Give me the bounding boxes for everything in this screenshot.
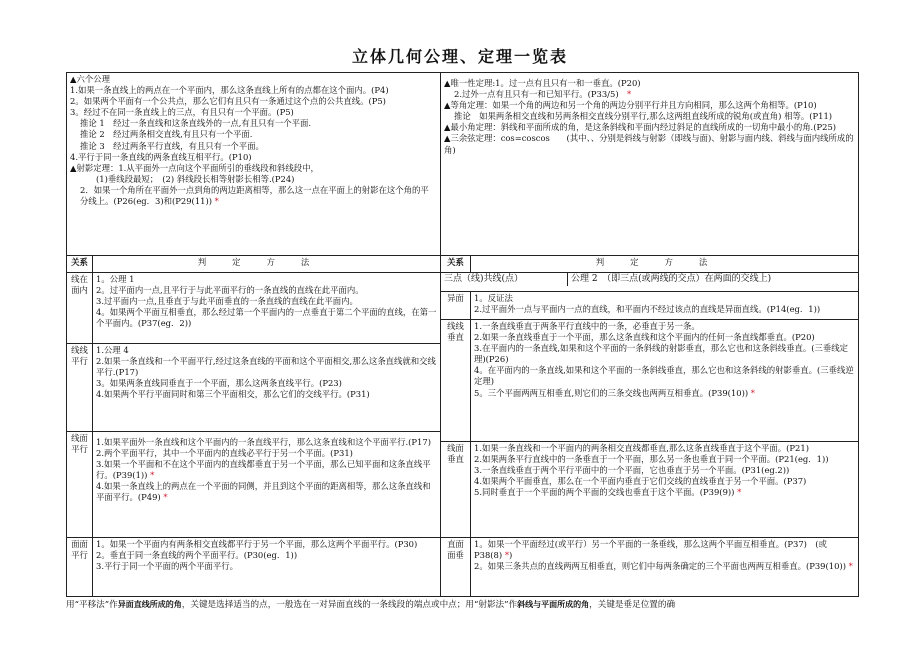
line-in-plane-2: 2。过平面内一点,且平行于与此平面平行的一条直线的直线在此平面内。 [96,285,364,296]
star-mark: * [504,550,510,561]
plane-parallel-1: 1。如果一个平面内有两条相交直线都平行于另一个平面，那么这两个平面平行。(P30) [96,539,418,549]
line-in-plane-3: 3.过平面内一点,且垂直于与此平面垂直的一条直线的直线在此平面内。 [96,296,358,307]
axiom-4: 4.平行于同一条直线的两条直线互相平行。(P10) [70,151,252,162]
axiom-2: 2。如果两个平面有一个公共点，那么它们有且只有一条通过这个点的公共直线。(P5) [70,96,386,107]
line-plane-perp-3: 3.一条直线垂直于两个平行平面中的一个平面，它也垂直于另一个平面。(P31(eg.2)) [474,465,790,476]
line-perp-1: 1.一条直线垂直于两条平行直线中的一条，必垂直于另一条。 [474,321,700,331]
axiom-3: 3。经过不在同一条直线上的三点，有且只有一个平面。(P5) [70,107,294,118]
footer-part-1: 用“平移法”作 [66,600,118,610]
line-parallel-3: 3。如果两条直线同垂直于一个平面，那么这两条直线平行。(P23) [96,378,342,389]
star-mark: * [848,561,853,572]
rel-label-line-in-plane: 线在面内 [67,273,93,344]
corollary-2: 推论 2 经过两条相交直线,有且只有一个平面. [80,129,253,140]
three-cosine-theorem: ▲三余弦定理：cos=coscos (其中、、分别是斜线与射影（即线与面)、射影与面内线、斜线与面内线所成的角) [444,133,854,155]
plane-perp-cell [471,538,859,597]
equal-angle-theorem: ▲等角定理：如果一个角的两边和另一个角的两边分别平行并且方向相同，那么这两个角相等。(P10) [444,100,817,111]
rel-label-line-plane-parallel: 线面平行 [67,432,93,538]
line-plane-parallel-4: 4.如果一条直线上的两点在一个平面的同侧，并且到这个平面的距离相等，那么这条直线和平面平行。(P49) * [96,481,431,503]
min-angle-theorem: ▲最小角定理：斜线和平面所成的角，是这条斜线和平面内经过斜足的直线所成的一切角中最小的角.(P25) [444,122,837,133]
footer-part-3: ，关键是垂足位置的确 [589,600,676,610]
corollary-1: 推论 1 经过一条直线和这条直线外的一点,有且只有一个平面. [80,118,312,129]
line-plane-parallel-cell [93,432,441,538]
plane-perp-1: 1。如果一个平面经过(或平行）另一个平面的一条垂线，那么这两个平面互相垂直。(P37) (或P38(8) *) [474,539,827,561]
rel-label-line-perp: 线线垂直 [441,320,471,442]
plane-parallel-2: 2。垂直于同一条直线的两个平面平行。(P30(eg．1)) [96,550,298,561]
header-rel-left: 关系 [67,256,93,273]
line-plane-perp-5: 5.同时垂直于一个平面的两个平面的交线也垂直于这个平面。(P39(9)) * [474,487,742,498]
star-mark: * [214,196,219,207]
line-plane-parallel-1: 1.如果平面外一条直线和这个平面内的一条直线平行，那么这条直线和这个平面平行.(P17) [96,437,431,447]
header-method-left: 判定方法 [93,256,441,273]
footer-part-2: ，关键是选择适当的点，一般选在一对异面直线的一条线段的端点或中点；用“射影法”作 [181,600,518,610]
header-method-right: 判定方法 [471,256,859,273]
skew-1: 1。反证法 [474,293,513,303]
line-in-plane-4: 4。如果两个平面互相垂直，那么经过第一个平面内的一点垂直于第二个平面的直线，在第一个平面内。(P37(eg．2)) [96,307,437,329]
footer-highlight-1: 异面直线所成的角 [117,600,182,609]
uniqueness-theorem: ▲唯一性定理:1。过一点有且只有一和一垂直。(P20) [444,78,641,88]
skew-2: 2.过平面外一点与平面内一点的直线，和平面内不经过该点的直线是异面直线。(P14(eg．1)) [474,304,821,315]
line-plane-parallel-3: 3.如果一个平面和不在这个平面内的直线都垂直于另一个平面，那么已知平面和这条直线平行。(P39(1)) * [96,459,431,481]
star-mark: * [737,487,742,498]
star-mark: * [150,470,155,481]
line-plane-perp-1: 1.如果一条直线和一个平面内的两条相交直线都垂直,那么这条直线垂直于这个平面。(P21) [474,443,809,453]
line-perp-5: 5。三个平面两两互相垂直,则它们的三条交线也两两互相垂直。(P39(10)) * [474,387,755,398]
line-perp-3: 3.在平面内的一条直线,如果和这个平面的一条斜线的射影垂直，那么它也和这条斜线垂直。(三垂线定理)(P26) [474,343,849,365]
equal-angle-corollary: 推论 如果两条相交直线和另两条相交直线分别平行,那么这两组直线所成的锐角(或直角) 相等。(P11) [454,111,833,122]
rel-label-line-parallel: 线线平行 [67,344,93,432]
uniqueness-theorem-2: 2.过外一点有且只有一和已知平行。(P33/5) * [454,89,632,100]
projection-theorem-1: (1)垂线段最短； (2) 斜线段长相等射影长相等.(P24) [96,173,295,184]
line-plane-perp-2: 2.如果两条平行直线中的一条垂直于一个平面，那么另一条也垂直于同一个平面。(P21(eg．1)) [474,454,829,465]
line-in-plane-cell [93,273,441,344]
point-axiom-row [441,273,859,292]
collinear-cell: 三点（线)共线(点） [441,273,568,286]
footer-note [66,598,866,610]
star-mark: * [626,89,632,100]
page-title: 立体几何公理、定理一览表 [351,47,568,66]
line-perp-2: 2.如果一条直线垂直于一个平面，那么这条直线和这个平面内的任何一条直线都垂直。(P20) [474,332,815,343]
line-parallel-cell [93,344,441,432]
skew-cell [471,292,859,320]
axiom-1: 1.如果一条直线上的两点在一个平面内，那么这条直线上所有的点都在这个面内。(P4) [70,85,389,96]
plane-perp-2: 2。如果三条共点的直线两两互相垂直，则它们中每两条确定的三个平面也两两互相垂直。(P39(10)) * [474,561,853,572]
line-plane-perp-cell [471,442,859,538]
theorems-cell [441,73,859,256]
rel-label-line-plane-perp: 线面垂直 [441,442,471,538]
theorem-table [66,72,859,597]
plane-parallel-3: 3.平行于同一个平面的两个平面平行。 [96,561,238,572]
header-rel-right: 关系 [441,256,471,273]
line-parallel-1: 1.公理 4 [96,345,129,355]
line-parallel-4: 4.如果两个平行平面同时和第三个平面相交，那么它们的交线平行。(P31) [96,389,370,400]
rel-label-skew: 异面 [441,292,471,320]
rel-label-plane-perp: 直面面垂 [441,538,471,597]
star-mark: * [163,492,168,503]
line-perp-4: 4。在平面内的一条直线,如果和这个平面的一条斜线垂直，那么它也和这条斜线的射影垂直。(三垂线逆定理) [474,365,854,387]
line-parallel-2: 2.如果一条直线和一个平面平行,经过这条直线的平面和这个平面相交,那么这条直线就和交线平行.(P17) [96,356,436,378]
line-plane-perp-4: 4.如果两个平面垂直，那么在一个平面内垂直于它们交线的直线垂直于另一个平面。(P37) [474,476,807,487]
line-plane-parallel-2: 2.两个平面平行，其中一个平面内的直线必平行于另一个平面。(P31) [96,448,353,459]
star-mark: * [750,387,755,398]
projection-theorem: ▲射影定理：1.从平面外一点向这个平面所引的垂线段和斜线段中， [70,162,319,173]
axiom-2-cell: 公理 2 （即三点(或两线的交点）在两面的交线上) [571,274,772,284]
line-in-plane-1: 1。公理 1 [96,274,135,284]
projection-theorem-2: 2．如果一个角所在平面外一点到角的两边距离相等，那么这一点在平面上的射影在这个角的平分线上。(P26(eg．3)和(P29(11)) * [80,184,429,207]
footer-highlight-2: 斜线与平面所成的角 [517,600,590,609]
line-perp-cell [471,320,859,442]
rel-label-plane-parallel: 面面平行 [67,538,93,597]
axioms-cell [67,73,441,256]
corollary-3: 推论 3 经过两条平行直线，有且只有一个平面。 [80,140,264,151]
plane-parallel-cell [93,538,441,597]
axioms-header: ▲六个公理 [70,74,110,84]
